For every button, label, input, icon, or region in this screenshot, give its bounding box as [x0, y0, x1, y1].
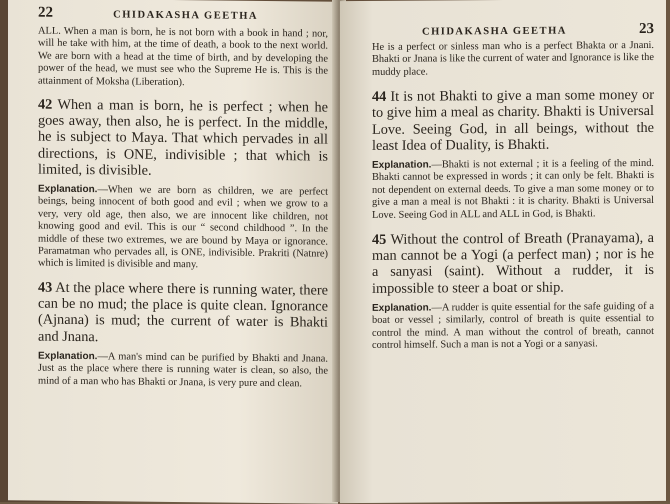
verse-45 [372, 230, 654, 297]
explanation-45-label: Explanation. [372, 302, 432, 314]
explanation-44-text: —Bhakti is not external ; it is a feeling of the mind. Bhakti cannot be expressed in words ; it can only be felt. Bhakti is not dependent on external deeds. To give a man some money or to give a man a meal is not Bhakti : it is charity. Bhakti is Universal Love. Seeing God in ALL and ALL in God, is Bhakti. [372, 157, 654, 221]
explanation-42 [38, 184, 328, 274]
verse-45-text: Without the control of Breath (Pranayama), a man cannot be a Yogi (a perfect man) ; nor is he a sanyasi (saint). Without a rudder, it is impossible to steer a boat or ship. [372, 230, 654, 297]
verse-44-text: It is not Bhakti to give a man some money or to give him a meal as charity. Bhakti is Universal Love. Seeing God, in all beings, without the least Idea of Duality, is Bhakti. [372, 87, 654, 154]
explanation-42-label: Explanation. [38, 183, 98, 196]
verse-43-number: 43 [38, 279, 53, 296]
explanation-45-text: —A rudder is quite essential for the safe guiding of a boat or vessel ; similarly, control of breath is quite essential to control the mind. A man without the control of breath, cannot control himself. Such a man is not a Yogi or a sanyasi. [372, 300, 654, 352]
explanation-45 [372, 301, 654, 353]
verse-42 [38, 97, 328, 181]
explanation-43-label: Explanation. [38, 350, 98, 362]
explanation-44 [372, 158, 654, 222]
explanation-43 [38, 350, 328, 390]
verse-45-number: 45 [372, 231, 387, 248]
verse-42-text: When a man is born, he is perfect ; when he goes away, then also, he is perfect. In the middle, he is subject to Maya. That which pervades in all directions, is ONE, indivisible ; that which is limited, is divisible. [38, 96, 328, 179]
verse-44-number: 44 [372, 89, 387, 106]
left-page [8, 0, 338, 504]
right-page-number: 23 [639, 20, 654, 38]
right-continuation-text: He is a perfect or sinless man who is a perfect Bhakta or a Jnani. Bhakti or Jnana is like the current of water and Ignorance is like the muddy place. [372, 39, 654, 78]
right-running-title: CHIDAKASHA GEETHA [422, 25, 567, 38]
verse-43 [38, 279, 328, 347]
right-page-header [372, 21, 654, 40]
verse-44 [372, 87, 654, 154]
explanation-44-label: Explanation. [372, 159, 432, 171]
verse-43-text: At the place where there is running water, there can be no mud; the place is quite clean. Ignorance (Ajnana) is mud; the current of water is Bhakti and Jnana. [38, 279, 328, 345]
left-running-title: CHIDAKASHA GEETHA [113, 9, 258, 22]
right-page [340, 0, 666, 503]
explanation-43-text: —A man's mind can be purified by Bhakti and Jnana. Just as the place where there is running water is clean, so also, the mind of a man who has Bhakti or Jnana, is very pure and clean. [38, 350, 328, 389]
left-continuation-text: ALL. When a man is born, he is not born with a book in hand ; nor, will he take with him, at the time of death, a book to the next world. We are born with a head at the time of birth, and by developing the power of the head, we must see who the Supreme He is. This is the attainment of Moksha (Liberation). [38, 25, 328, 88]
explanation-42-text: —When we are born as children, we are perfect beings, being innocent of both good and evil ; when we grow to a very, very old age, then also, we are innocent like children, not knowing good and evil. This is our “ second childhood ”. In the middle of these two extremes, we are bound by Maya or ignorance. Paramatman who pervades all, is ONE, indivisible. Prakriti (Natnre) which is limited is divisible and many. [38, 184, 328, 271]
left-page-header [38, 5, 328, 25]
left-page-number: 22 [38, 4, 53, 21]
verse-42-number: 42 [38, 96, 53, 113]
